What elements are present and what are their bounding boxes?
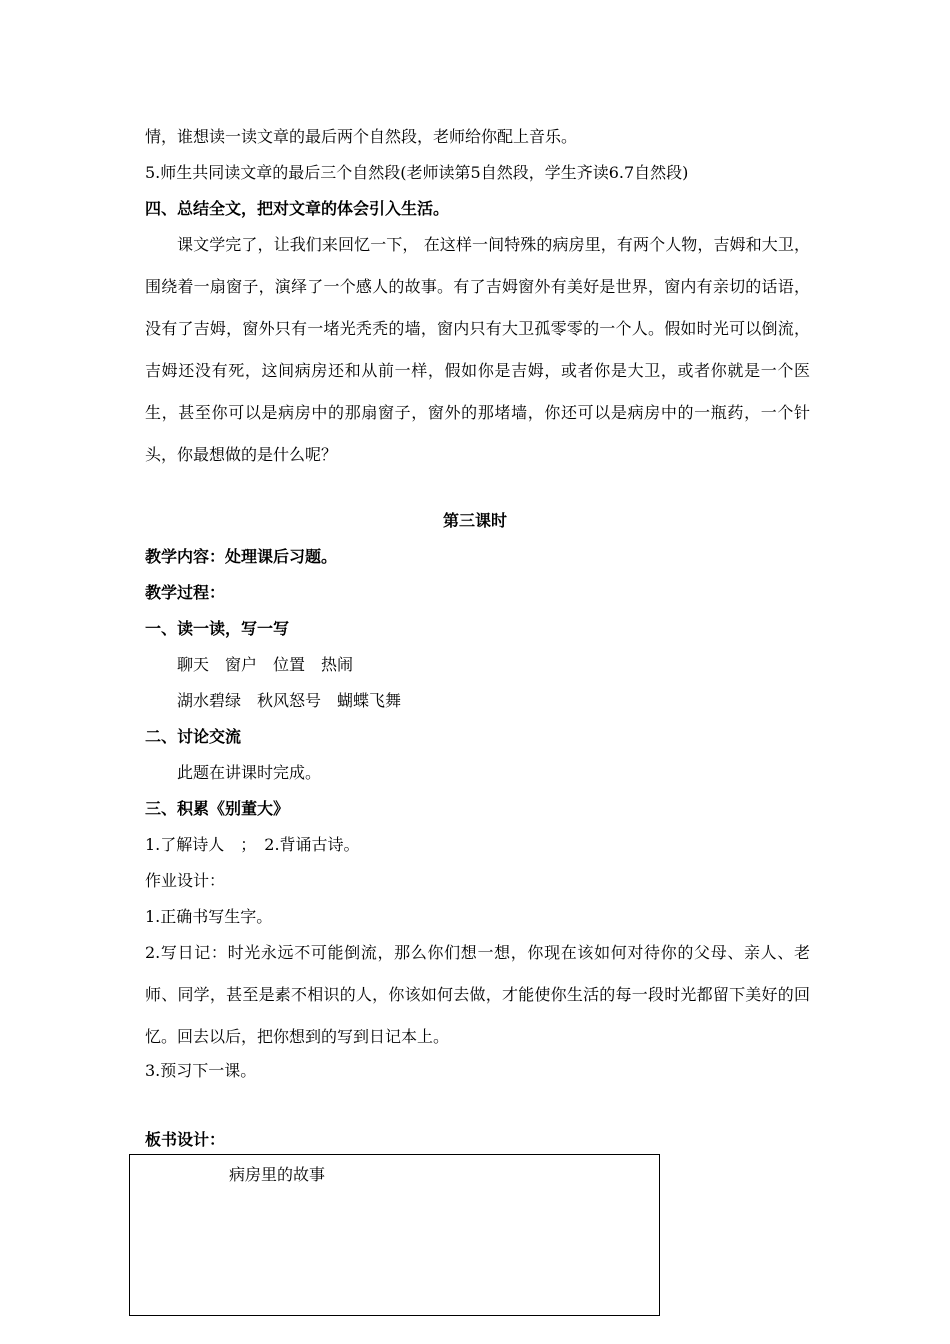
homework-item: 2.写日记：时光永远不可能倒流，那么你们想一想，你现在该如何对待你的父母、亲人、老师、同学，甚至是素不相识的人，你该如何去做，才能使你生活的每一段时光都留下美好的回忆。回去以后，把你想到的写到日记本上。 bbox=[145, 943, 810, 1046]
word-list: 聊天 窗户 位置 热闹 bbox=[177, 655, 354, 674]
board-title: 病房里的故事 bbox=[229, 1165, 326, 1184]
homework-heading: 作业设计： bbox=[145, 871, 226, 890]
word-list: 湖水碧绿 秋风怒号 蝴蝶飞舞 bbox=[177, 691, 402, 710]
lesson-title: 第三课时 bbox=[442, 511, 507, 530]
teaching-content: 教学内容：处理课后习题。 bbox=[145, 547, 338, 566]
paragraph: 课文学完了，让我们来回忆一下， 在这样一间特殊的病房里，有两个人物，吉姆和大卫，围绕着一扇窗子，演绎了一个感人的故事。有了吉姆窗外有美好是世界，窗内有亲切的话语，没有了吉姆，窗外只有一堵光秃秃的墙，窗内只有大卫孤零零的一个人。假如时光可以倒流，吉姆还没有死，这间病房还和从前一样，假如你是吉姆，或者你是大卫，或者你就是一个医生，甚至你可以是病房中的那扇窗子，窗外的那堵墙，你还可以是病房中的一瓶药，一个针头，你最想做的是什么呢？ bbox=[145, 235, 810, 464]
section-heading: 二、讨论交流 bbox=[145, 727, 242, 746]
text-line: 情，谁想读一读文章的最后两个自然段，老师给你配上音乐。 bbox=[145, 127, 578, 146]
homework-item: 3.预习下一课。 bbox=[145, 1061, 257, 1080]
text-line: 此题在讲课时完成。 bbox=[177, 763, 322, 782]
section-heading: 一、读一读，写一写 bbox=[145, 619, 290, 638]
text-line: 5.师生共同读文章的最后三个自然段(老师读第5自然段，学生齐读6.7自然段) bbox=[145, 163, 689, 182]
homework-item: 1.正确书写生字。 bbox=[145, 907, 273, 926]
board-design-box bbox=[129, 1154, 660, 1316]
section-heading: 三、积累《别董大》 bbox=[145, 799, 290, 818]
section-heading: 四、总结全文，把对文章的体会引入生活。 bbox=[145, 199, 450, 218]
teaching-process: 教学过程： bbox=[145, 583, 226, 602]
board-design-label: 板书设计： bbox=[145, 1130, 226, 1149]
text-line: 1.了解诗人 ； 2.背诵古诗。 bbox=[145, 835, 360, 854]
